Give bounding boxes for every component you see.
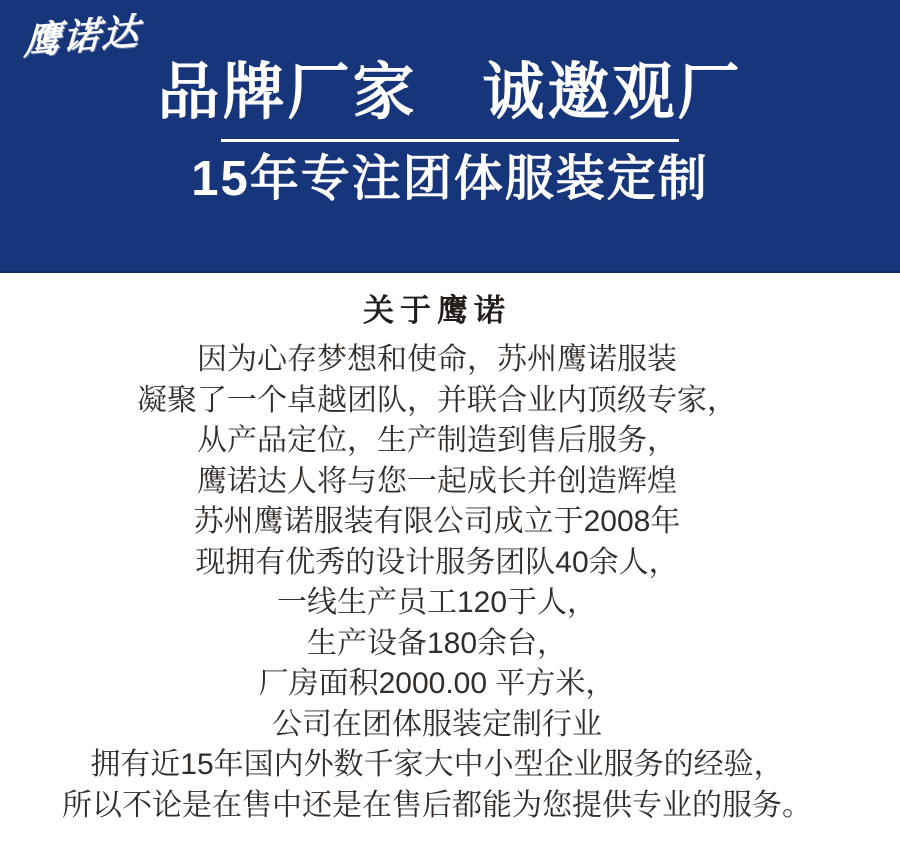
banner-title: 品牌厂家 诚邀观厂	[157, 58, 743, 127]
brand-logo: 鹰诺达	[22, 10, 142, 63]
about-line: 因为心存梦想和使命，苏州鹰诺服装	[197, 343, 677, 376]
about-line: 拥有近15年国内外数千家大中小型企业服务的经验，	[90, 748, 784, 781]
about-line: 厂房面积2000.00 平方米，	[258, 667, 616, 700]
about-line: 鹰诺达人将与您一起成长并创造辉煌	[197, 464, 677, 498]
banner-divider	[221, 139, 679, 142]
about-line: 苏州鹰诺服装有限公司成立于2008年	[193, 505, 681, 538]
about-line: 现拥有优秀的设计服务团队40余人，	[195, 545, 679, 579]
about-line: 所以不论是在售中还是在售后都能为您提供专业的服务。	[62, 788, 812, 822]
about-body	[0, 340, 887, 826]
about-line: 公司在团体服装定制行业	[272, 707, 602, 741]
hero-banner	[0, 0, 900, 273]
about-line: 一线生产员工120于人，	[276, 586, 598, 619]
about-line: 生产设备180余台，	[306, 626, 568, 660]
about-heading: 关于鹰诺	[363, 293, 511, 328]
about-line: 凝聚了一个卓越团队，并联合业内顶级专家，	[137, 383, 737, 417]
about-section	[0, 273, 887, 826]
about-line: 从产品定位，生产制造到售后服务，	[197, 424, 677, 457]
banner-subtitle: 15年专注团体服装定制	[191, 152, 709, 206]
